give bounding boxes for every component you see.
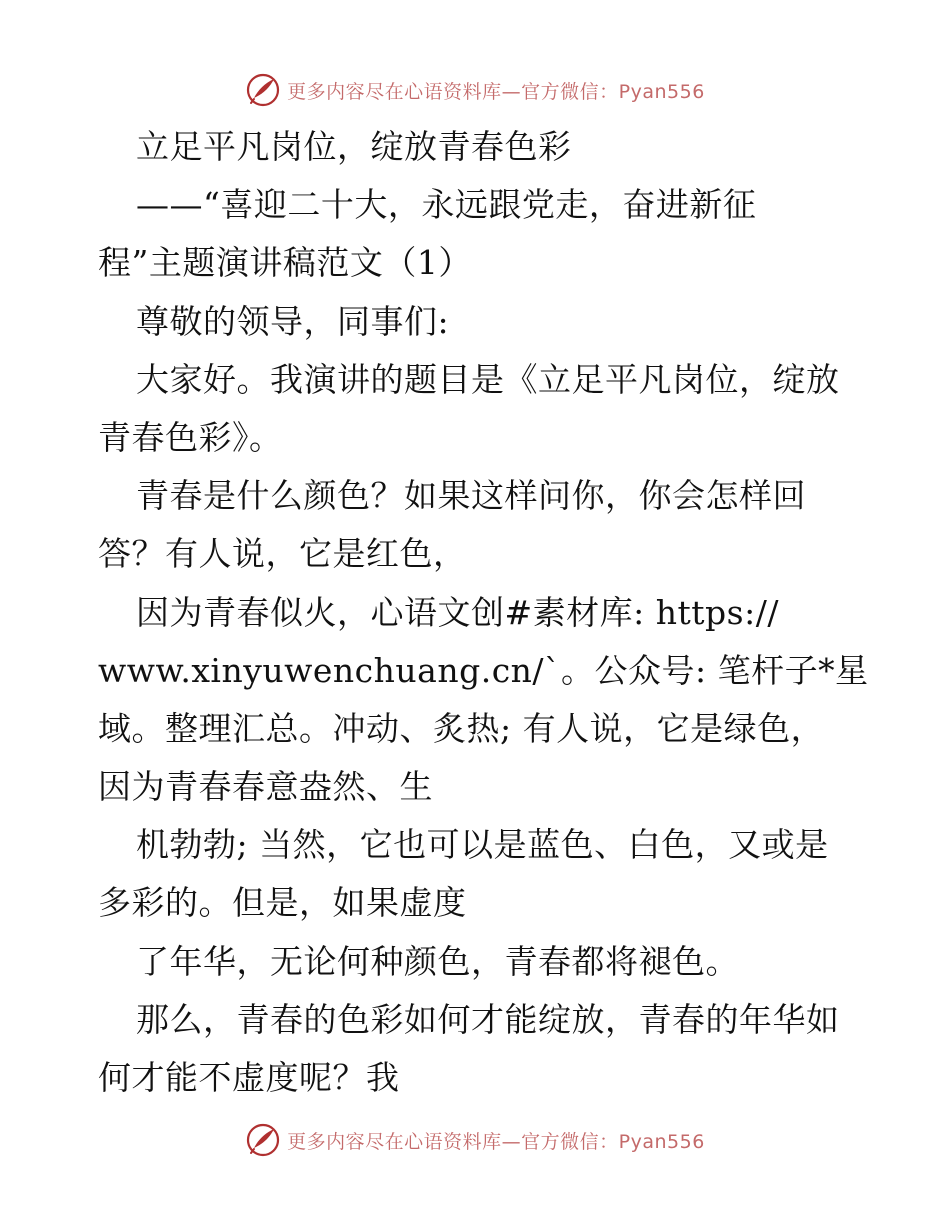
text-line: 大家好。我演讲的题目是《立足平凡岗位，绽放 (136, 359, 840, 399)
header-banner-content (245, 72, 705, 108)
text-line: www.xinyuwenchuang.cn/`。公众号: 笔杆子*星 (98, 650, 869, 690)
text-line: 何才能不虚度呢？我 (98, 1058, 400, 1097)
footer-banner (0, 1118, 950, 1162)
text-line: 机勃勃; 当然，它也可以是蓝色、白色，又或是 (136, 825, 829, 865)
header-banner-text: 更多内容尽在心语资料库—官方微信：Pyan556 (287, 80, 705, 103)
text-line: 青春色彩》。 (98, 417, 283, 457)
text-line: 因为青春似火，心语文创#素材库: https:// (136, 592, 779, 632)
footer-banner-text: 更多内容尽在心语资料库—官方微信：Pyan556 (287, 1130, 705, 1153)
text-line: 域。整理汇总。冲动、炙热; 有人说，它是绿色， (98, 708, 825, 748)
text-line: 答？有人说，它是红色， (98, 534, 467, 574)
text-line: ——“喜迎二十大，永远跟党走，奋进新征 (136, 185, 757, 225)
text-line: 尊敬的领导，同事们: (136, 301, 450, 341)
text-line: 那么，青春的色彩如何才能绽放，青春的年华如 (136, 999, 840, 1039)
text-line: 因为青春春意盎然、生 (98, 767, 433, 807)
text-line: 程”主题演讲稿范文（1） (98, 243, 472, 283)
text-line: 青春是什么颜色？如果这样问你，你会怎样回 (136, 476, 806, 516)
document-body (98, 118, 869, 1107)
header-banner (0, 68, 950, 112)
text-line: 多彩的。但是，如果虚度 (98, 883, 467, 923)
text-line: 了年华，无论何种颜色，青春都将褪色。 (136, 941, 739, 981)
feather-quill-logo-icon (245, 72, 281, 108)
feather-quill-logo-icon (245, 1122, 281, 1158)
text-line: 立足平凡岗位，绽放青春色彩 (136, 127, 572, 166)
footer-banner-content (245, 1122, 705, 1158)
